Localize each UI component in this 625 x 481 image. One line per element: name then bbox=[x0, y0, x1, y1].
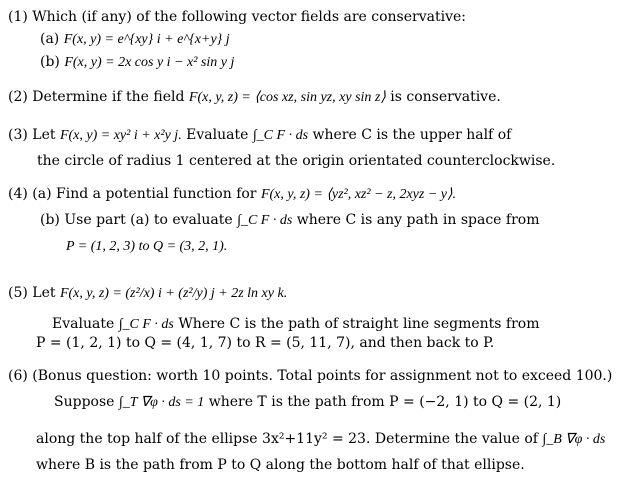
problem-6-line2 bbox=[54, 394, 561, 412]
problem-5-expr: F(x, y, z) = (z²/x) i + (z²/y) j + 2z ln xy k. bbox=[59, 286, 288, 301]
problem-6-line2-text2: where T is the path from P = (−2, 1) to Q = (2, 1) bbox=[208, 394, 562, 410]
problem-2-text2: is conservative. bbox=[390, 89, 501, 105]
problem-3-line2-text: the circle of radius 1 centered at the origin orientated counterclockwise. bbox=[37, 153, 556, 169]
problem-4b-text2: where C is any path in space from bbox=[296, 212, 540, 228]
problem-6-line3-text1: along the top half of the ellipse 3x²+11y² = 23. Determine the value of bbox=[36, 431, 538, 447]
problem-3 bbox=[8, 127, 511, 145]
problem-6-line4-text: where B is the path from P to Q along the bottom half of that ellipse. bbox=[36, 457, 525, 473]
problem-1a-expr: F(x, y) = e^{xy} i + e^{x+y} j bbox=[63, 32, 230, 47]
problem-3-text3: where C is the upper half of bbox=[312, 127, 512, 143]
problem-4b-line2-text: P = (1, 2, 3) to Q = (3, 2, 1). bbox=[66, 239, 228, 254]
problem-1-label: (1) bbox=[8, 9, 28, 25]
problem-4a bbox=[8, 186, 456, 204]
problem-3-text2: Evaluate bbox=[186, 127, 249, 143]
problem-4b bbox=[40, 212, 539, 230]
problem-6-line4 bbox=[36, 457, 525, 474]
problem-4b-integral: ∫_C F · ds bbox=[237, 213, 293, 228]
problem-6 bbox=[8, 368, 612, 385]
problem-3-label: (3) bbox=[8, 127, 28, 143]
problem-2 bbox=[8, 89, 501, 107]
problem-4-label: (4) bbox=[8, 186, 28, 202]
problem-1-text: Which (if any) of the following vector fields are conservative: bbox=[32, 9, 466, 25]
problem-4b-line2 bbox=[66, 238, 227, 256]
problem-4b-text1: Use part (a) to evaluate bbox=[64, 212, 233, 228]
problem-5-line2 bbox=[52, 316, 540, 334]
problem-6-text: (Bonus question: worth 10 points. Total points for assignment not to exceed 100.) bbox=[32, 368, 613, 384]
problem-1b bbox=[40, 54, 234, 72]
problem-6-label: (6) bbox=[8, 368, 28, 384]
problem-5-line2-text1: Evaluate bbox=[52, 316, 115, 332]
problem-4b-label: (b) bbox=[40, 212, 60, 228]
problem-1b-label: (b) bbox=[40, 54, 60, 70]
problem-5-label: (5) bbox=[8, 285, 28, 301]
problem-3-line2 bbox=[37, 153, 555, 170]
problem-2-expr: F(x, y, z) = ⟨cos xz, sin yz, xy sin z⟩ bbox=[188, 90, 386, 105]
problem-1 bbox=[8, 9, 466, 26]
problem-4a-expr: F(x, y, z) = ⟨yz², xz² − z, 2xyz − y⟩. bbox=[260, 187, 456, 202]
problem-2-text1: Determine if the field bbox=[32, 89, 185, 105]
problem-4a-text: Find a potential function for bbox=[56, 186, 257, 202]
problem-5-text1: Let bbox=[32, 285, 56, 301]
problem-5-line3 bbox=[36, 335, 494, 352]
problem-5-integral: ∫_C F · ds bbox=[118, 317, 174, 332]
problem-6-integral-T: ∫_T ∇φ · ds = 1 bbox=[118, 395, 205, 410]
problem-6-line2-text1: Suppose bbox=[54, 394, 115, 410]
problem-1a-label: (a) bbox=[40, 31, 60, 47]
problem-4a-label: (a) bbox=[32, 186, 52, 202]
problem-1b-expr: F(x, y) = 2x cos y i − x² sin y j bbox=[64, 55, 235, 70]
problem-1a bbox=[40, 31, 230, 49]
problem-5-line2-text2: Where C is the path of straight line segments from bbox=[178, 316, 540, 332]
problem-3-expr: F(x, y) = xy² i + x²y j. bbox=[59, 128, 182, 143]
problem-3-integral: ∫_C F · ds bbox=[252, 128, 309, 143]
problem-6-integral-B: ∫_B ∇φ · ds bbox=[542, 432, 606, 447]
problem-5-line3-text: P = (1, 2, 1) to Q = (4, 1, 7) to R = (5, 11, 7), and then back to P. bbox=[36, 335, 495, 351]
problem-6-line3 bbox=[36, 431, 605, 449]
problem-3-text1: Let bbox=[32, 127, 56, 143]
problem-2-label: (2) bbox=[8, 89, 28, 105]
problem-5 bbox=[8, 285, 287, 303]
